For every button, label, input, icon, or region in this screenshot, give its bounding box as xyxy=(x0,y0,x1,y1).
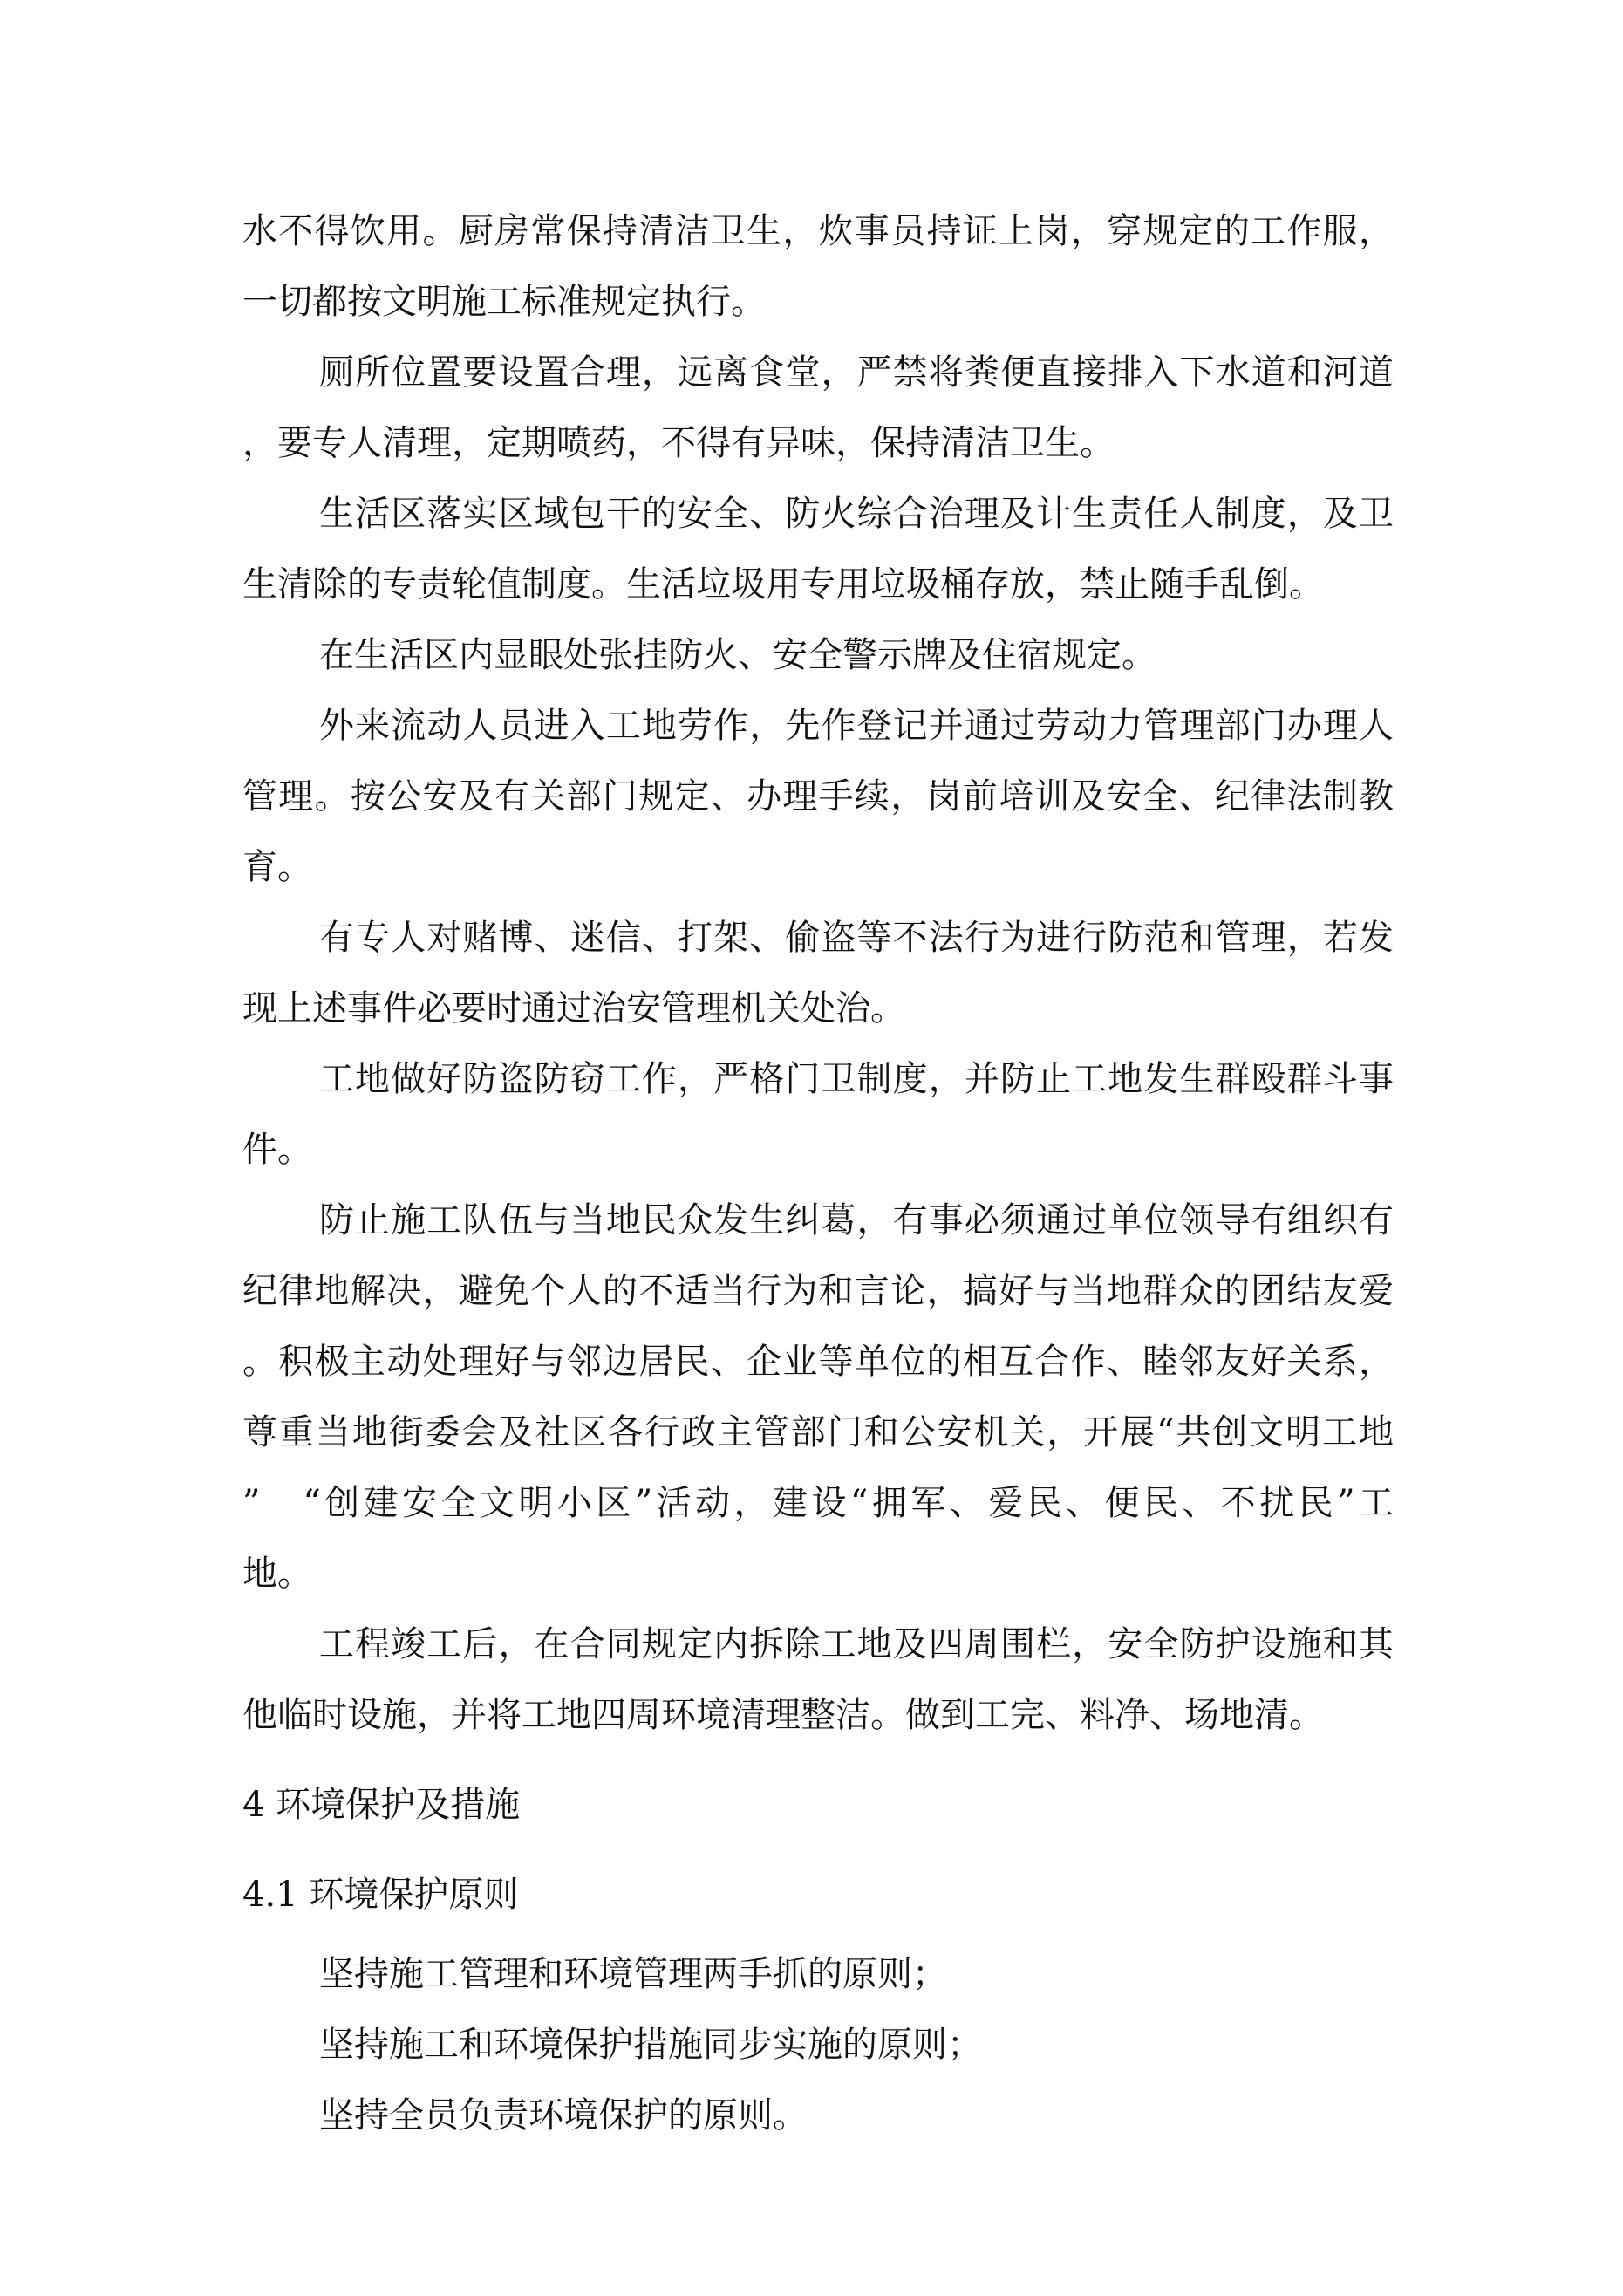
principle-item: 坚持施工和环境保护措施同步实施的原则； xyxy=(319,2025,982,2065)
document-page xyxy=(242,196,1394,2151)
paragraph-toilet-line: ，要专人清理，定期喷药，不得有异味，保持清洁卫生。 xyxy=(242,423,1115,463)
paragraph-illegal-behavior-line: 现上述事件必要时通过治安管理机关处治。 xyxy=(242,988,905,1028)
principle-item: 坚持全员负责环境保护的原则。 xyxy=(319,2095,808,2135)
paragraph-community-relations-line: 地。 xyxy=(242,1554,312,1594)
paragraph-migrant-workers-line: 育。 xyxy=(242,847,312,887)
paragraph-signs-line: 在生活区内显眼处张挂防火、安全警示牌及住宿规定。 xyxy=(319,635,1156,675)
paragraph-completion-line: 工程竣工后，在合同规定内拆除工地及四周围栏，安全防护设施和其 xyxy=(319,1624,1394,1664)
paragraph-community-relations-line: 纪律地解决，避免个人的不适当行为和言论，搞好与当地群众的团结友爱 xyxy=(242,1271,1394,1311)
body-line: 一切都按文明施工标准规定执行。 xyxy=(242,282,766,322)
body-line: 水不得饮用。厨房常保持清洁卫生，炊事员持证上岗，穿规定的工作服， xyxy=(242,211,1394,251)
paragraph-theft-prevention-line: 工地做好防盗防窃工作，严格门卫制度，并防止工地发生群殴群斗事 xyxy=(319,1059,1394,1099)
paragraph-community-relations-line: ” “创建安全文明小区”活动，建设“拥军、爱民、便民、不扰民”工 xyxy=(242,1483,1394,1523)
paragraph-living-area-line: 生清除的专责轮值制度。生活垃圾用专用垃圾桶存放，禁止随手乱倒。 xyxy=(242,564,1324,605)
section-heading-4-1: 4.1 环境保护原则 xyxy=(242,1875,519,1915)
principle-item: 坚持施工管理和环境管理两手抓的原则； xyxy=(319,1954,947,1994)
paragraph-community-relations-line: 。积极主动处理好与邻边居民、企业等单位的相互合作、睦邻友好关系， xyxy=(242,1342,1394,1382)
paragraph-living-area-line: 生活区落实区域包干的安全、防火综合治理及计生责任人制度，及卫 xyxy=(319,494,1394,534)
paragraph-toilet-line: 厕所位置要设置合理，远离食堂，严禁将粪便直接排入下水道和河道 xyxy=(319,352,1394,393)
paragraph-migrant-workers-line: 管理。按公安及有关部门规定、办理手续，岗前培训及安全、纪律法制教 xyxy=(242,776,1394,817)
paragraph-community-relations-line: 尊重当地街委会及社区各行政主管部门和公安机关，开展“共创文明工地 xyxy=(242,1412,1394,1452)
paragraph-illegal-behavior-line: 有专人对赌博、迷信、打架、偷盗等不法行为进行防范和管理，若发 xyxy=(319,918,1394,958)
paragraph-migrant-workers-line: 外来流动人员进入工地劳作，先作登记并通过劳动力管理部门办理人 xyxy=(319,706,1394,746)
paragraph-community-relations-line: 防止施工队伍与当地民众发生纠葛，有事必须通过单位领导有组织有 xyxy=(319,1200,1394,1240)
paragraph-completion-line: 他临时设施，并将工地四周环境清理整洁。做到工完、料净、场地清。 xyxy=(242,1695,1324,1735)
paragraph-theft-prevention-line: 件。 xyxy=(242,1130,312,1170)
section-heading-4: 4 环境保护及措施 xyxy=(242,1785,521,1825)
